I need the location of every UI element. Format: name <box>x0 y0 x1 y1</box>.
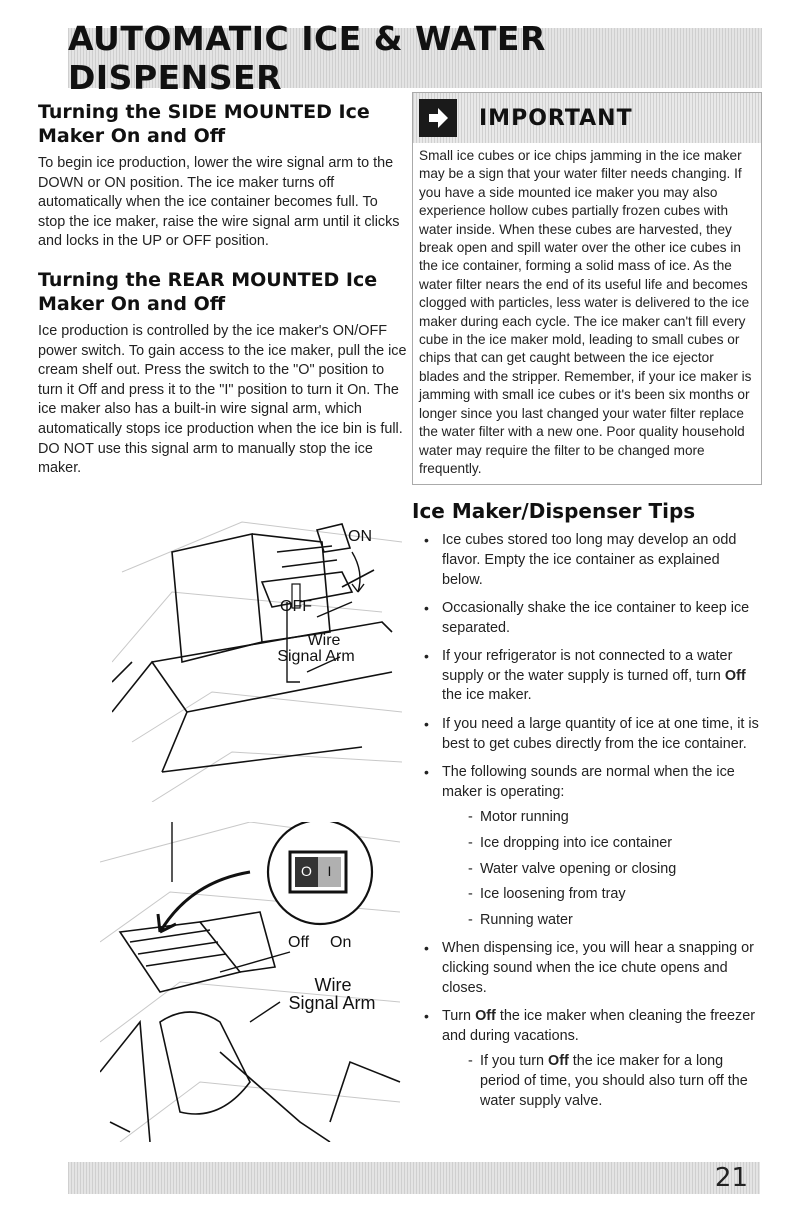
tip-text: If your refrigerator is not connected to a water supply or the water supply is turned off, turn <box>442 648 733 684</box>
page-number: 21 <box>714 1163 748 1193</box>
vacation-sublist <box>442 1052 762 1111</box>
wire-label: Wire <box>307 632 341 649</box>
on-label: ON <box>348 528 372 545</box>
sound-item: - Running water <box>442 911 762 931</box>
tip-text: the ice maker for a long period of time, you should also turn off the water supply valve. <box>480 1053 748 1109</box>
tip-text: The following sounds are normal when the ice maker is operating: <box>442 764 735 800</box>
sub-item <box>442 1052 762 1111</box>
tip-text: the ice maker. <box>442 687 532 704</box>
switch-on-symbol: I <box>327 863 332 879</box>
tip-item <box>412 1007 762 1111</box>
tip-text: If you need a large quantity of ice at one time, it is best to get cubes directly from the ice container. <box>442 716 759 752</box>
tip-emphasis: Off <box>724 667 746 684</box>
tip-text: If you turn <box>480 1053 548 1070</box>
tip-item <box>412 939 762 998</box>
tip-item <box>412 647 762 706</box>
side-mounted-heading: Turning the SIDE MOUNTED Ice Maker On and Off <box>38 101 370 147</box>
left-column <box>38 100 408 479</box>
tip-emphasis: Off <box>548 1053 569 1070</box>
off-label: OFF <box>280 598 312 615</box>
arrow-right-icon <box>419 99 457 137</box>
signal-arm-label: Signal Arm <box>288 993 376 1013</box>
tip-item <box>412 715 762 754</box>
side-mounted-ice-maker-illustration <box>112 512 402 802</box>
wire-label: Wire <box>314 975 352 995</box>
tips-list <box>412 531 762 1111</box>
sound-item: - Ice loosening from tray <box>442 885 762 905</box>
switch-on-label: On <box>330 934 352 951</box>
side-mounted-body: To begin ice production, lower the wire signal arm to the DOWN or ON position. The ice maker turns off automatically when the ice container becomes full. To stop the ice maker, raise the wire signal arm until it clicks and locks in the UP or OFF position. <box>38 155 400 250</box>
tip-text: Occasionally shake the ice container to keep ice separated. <box>442 600 750 636</box>
sounds-list <box>442 808 762 930</box>
switch-off-label: Off <box>288 934 310 951</box>
banner-title: AUTOMATIC ICE & WATER DISPENSER <box>68 19 546 97</box>
important-notice <box>412 92 762 485</box>
important-label: IMPORTANT <box>479 105 633 131</box>
tip-text: Turn <box>442 1008 476 1025</box>
footer-bar <box>68 1162 760 1194</box>
sound-item: - Motor running <box>442 808 762 828</box>
right-column <box>412 92 762 1120</box>
tip-emphasis: Off <box>475 1008 496 1025</box>
page-banner <box>68 19 762 97</box>
switch-off-symbol: O <box>301 863 312 879</box>
important-header <box>413 93 761 143</box>
tip-item <box>412 763 762 930</box>
important-body: Small ice cubes or ice chips jamming in the ice maker may be a sign that your water filter needs changing. If you have a side mounted ice maker you may also experience hollow cubes partially frozen cubes with water inside. When these cubes are harvested, they break open and spill water over the other ice cubes in the ice container, forming a solid mass of ice. As the water filter nears the end of its useful life and becomes clogged with particles, less water is delivered to the ice maker during each cycle. The ice maker can't fill every cube in the ice maker mold, leading to small cubes or chips that can get caught between the ice ejector blades and the stripper. Remember, if your ice maker is jamming with small ice cubes or it's been six months or longer since you last changed your water filter replace the water filter with a new one. Poor quality household water may require the filter to be changed more frequently. <box>419 148 752 476</box>
tips-heading: Ice Maker/Dispenser Tips <box>412 499 696 524</box>
rear-mounted-body: Ice production is controlled by the ice maker's ON/OFF power switch. To gain access to the ice maker, pull the ice cream shelf out. Press the switch to the "O" position to turn it Off and press it to the "I" position to turn it On. The ice maker also has a built-in wire signal arm, which automatically stops ice production when the ice bin is full. DO NOT use this signal arm to manually stop the ice maker. <box>38 322 407 477</box>
tip-text: the ice maker when cleaning the freezer and during vacations. <box>442 1008 756 1044</box>
signal-arm-label: Signal Arm <box>277 648 355 665</box>
tip-text: When dispensing ice, you will hear a snapping or clicking sound when the ice chute opens and closes. <box>442 940 754 996</box>
rear-mounted-ice-maker-illustration <box>100 822 402 1142</box>
tip-item <box>412 599 762 638</box>
rear-mounted-heading: Turning the REAR MOUNTED Ice Maker On and Off <box>38 268 378 315</box>
sound-item: - Ice dropping into ice container <box>442 834 762 854</box>
tip-text: Ice cubes stored too long may develop an odd flavor. Empty the ice container as explained below. <box>442 532 737 588</box>
sound-item: - Water valve opening or closing <box>442 860 762 880</box>
tip-item <box>412 531 762 590</box>
